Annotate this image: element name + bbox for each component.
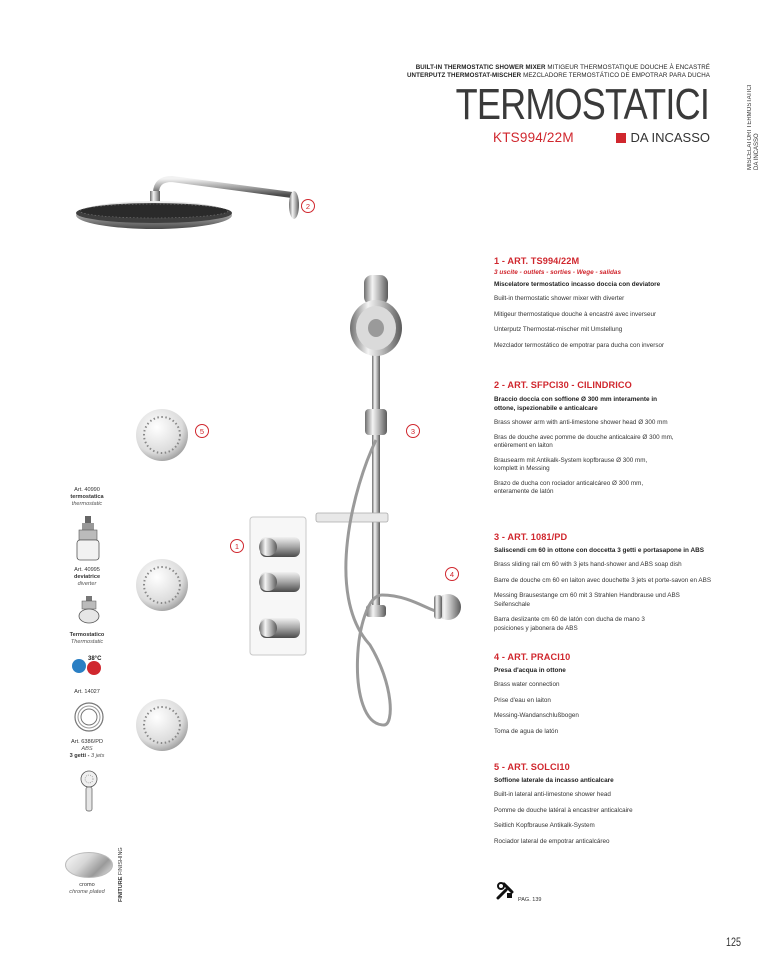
- product-illustration: [64, 165, 484, 905]
- page-reference: PAG. 139: [518, 897, 542, 903]
- finishing-label: FINITURE FINISHING: [118, 847, 124, 902]
- page-title: TERMOSTATICI: [455, 80, 709, 129]
- header-line-1: BUILT-IN THERMOSTATIC SHOWER MIXER MITIGEUR THERMOSTATIQUE DOUCHE À ENCASTRÉ: [415, 64, 710, 71]
- callout-1: 1: [230, 539, 244, 553]
- article-5: 5 - ART. SOLCI10 Soffione laterale da incasso anticalcare Built-in lateral anti-limestone shower head Pomme de douche latéral à encastrer anticalcaire Seitlich Kopfbrause Antikalk-System Rociador lateral de empotrar anticalcáreo: [494, 762, 633, 845]
- spare-thermostatic-cartridge: Art. 40990 termostatica thermostatic: [70, 487, 104, 507]
- product-code: KTS994/22M: [493, 130, 574, 145]
- spare-hose: Art. 14027: [74, 689, 100, 695]
- article-1: 1 - ART. TS994/22M 3 uscite - outlets - sorties - Wege - salidas Miscelatore termostatico incasso doccia con deviatore Built-in thermostatic shower mixer with diverter Mitigeur thermostatique douche à encastré avec inverseur Unterputz Thermostat-mischer mit Umstellung Mezclador termostático de empotrar para ducha con inversor: [494, 256, 665, 349]
- spare-diverter-cartridge: Art. 40995 deviatrice diverter: [73, 567, 101, 587]
- callout-2: 2: [301, 199, 315, 213]
- thermostatic-cartridge-icon: [76, 516, 100, 562]
- red-square-icon: [616, 133, 626, 143]
- hand-shower-icon: [78, 770, 100, 812]
- mixer-illustration: [250, 517, 306, 655]
- article-3: 3 - ART. 1081/PD Saliscendi cm 60 in ottone con doccetta 3 getti e portasapone in ABS Brass sliding rail cm 60 with 3 jets hand-shower and ABS soap dish Barre de douche cm 60 en laiton avec douchette 3 jets et porte-savon en ABS Messing Brausestange cm 60 mit 3 Strahlen Handbrause und ABS Seifenschale Barra deslizante cm 60 de latón con ducha de mano 3 posiciones y jabonera de ABS: [494, 532, 712, 632]
- hose-coil-icon: [72, 700, 106, 734]
- thermostatic-info: Termostatico Thermostatic: [69, 632, 105, 645]
- callout-5: 5: [195, 424, 209, 438]
- side-category-label: MISCELATORI TERMOSTATICI DA INCASSO: [747, 84, 760, 170]
- article-4: 4 - ART. PRACI10 Presa d'acqua in ottone Brass water connection Prise d'eau en laiton Messing-Wandanschlußbogen Toma de agua de latón: [494, 652, 579, 735]
- wrench-screwdriver-icon: [496, 882, 514, 900]
- article-2: 2 - ART. SFPCI30 - CILINDRICO Braccio doccia con soffione Ø 300 mm interamente in ottone, ispezionabile e anticalcare Brass shower arm with anti-limestone shower head Ø 300 mm Bras de douche avec pomme de douche anticalcaire Ø 300 mm, entièrement en laiton Brausearm mit Antikalk-System kopfbrause Ø 300 mm, komplett in Messing Brazo de ducha con rociador anticalcáreo Ø 300 mm, enteramente de latón: [494, 380, 674, 495]
- shower-head-illustration: [76, 179, 299, 229]
- lateral-jets-illustration: [136, 409, 188, 751]
- temperature-label: 38°C: [88, 656, 102, 662]
- callout-3: 3: [406, 424, 420, 438]
- callout-4: 4: [445, 567, 459, 581]
- category-badge: DA INCASSO: [616, 130, 710, 145]
- finish-label: cromo chrome plated: [69, 882, 105, 895]
- header-line-2: UNTERPUTZ THERMOSTAT-MISCHER MEZCLADORE TERMOSTÁTICO DE EMPOTRAR PARA DUCHA: [406, 72, 710, 79]
- sliding-rail-illustration: [316, 275, 461, 725]
- chrome-finish-swatch: [65, 852, 113, 878]
- diverter-cartridge-icon: [78, 596, 100, 624]
- spare-hand-shower: Art. 6386/PD ABS 3 getti - 3 jets: [69, 739, 105, 759]
- page-number: 125: [726, 935, 742, 949]
